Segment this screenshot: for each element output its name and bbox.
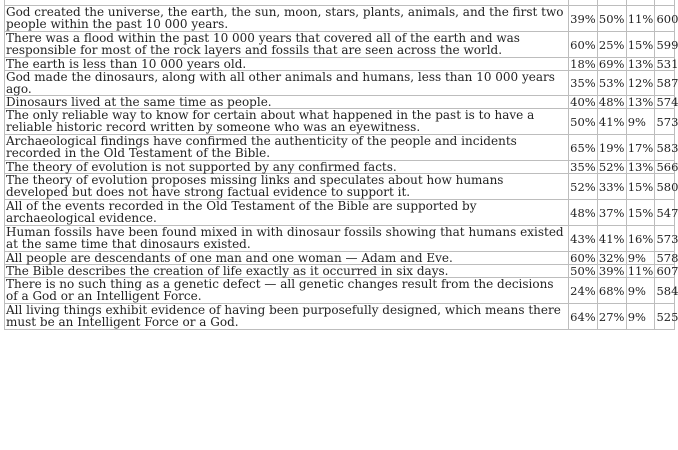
percent-a-cell: 40%	[570, 95, 596, 109]
table-row	[5, 304, 675, 330]
statement-cell: The theory of evolution is not supported by any confirmed facts.	[5, 161, 569, 174]
respondent-count-cell: 525	[655, 304, 675, 330]
table-row	[5, 96, 675, 109]
table-row	[5, 135, 675, 161]
percent-c-cell: 11%	[626, 6, 655, 32]
statement-cell: All people are descendants of one man and one woman — Adam and Eve.	[5, 252, 569, 265]
percent-a-cell: 24%	[569, 278, 598, 304]
statement-cell: The earth is less than 10 000 years old.	[5, 58, 569, 71]
percent-a-cell: 60%	[570, 251, 596, 265]
percent-c-cell: 9%	[626, 252, 655, 265]
table-row	[5, 6, 675, 32]
percent-b-cell: 19%	[597, 135, 626, 161]
table-row	[5, 200, 675, 226]
percent-c-cell: 17%	[626, 135, 655, 161]
percent-a-cell: 64%	[569, 304, 598, 330]
table-row	[5, 109, 675, 135]
percent-c-cell: 9%	[626, 304, 655, 330]
statement-cell: The theory of evolution proposes missing links and speculates about how humans developed but does not have strong factual evidence to support it.	[5, 174, 569, 200]
respondent-count-cell: 607	[656, 264, 678, 278]
survey-results-table-container	[4, 0, 678, 330]
statement-cell: There is no such thing as a genetic defect — all genetic changes result from the decisions of a God or an Intelligent Force.	[5, 278, 569, 304]
percent-b-cell: 68%	[597, 278, 626, 304]
percent-a-cell: 18%	[570, 57, 596, 71]
statement-cell: All living things exhibit evidence of having been purposefully designed, which means there must be an Intelligent Force or a God.	[5, 304, 569, 330]
percent-b-cell: 52%	[598, 160, 625, 174]
percent-c-cell: 16%	[626, 226, 655, 252]
percent-b-cell: 32%	[598, 251, 625, 265]
statement-cell: God created the universe, the earth, the sun, moon, stars, plants, animals, and the first two people within the past 10 000 years.	[5, 6, 569, 32]
respondent-count-cell: 573	[655, 109, 675, 135]
percent-c-cell: 9%	[626, 278, 655, 304]
percent-c-cell: 15%	[626, 32, 655, 58]
respondent-count-cell: 599	[655, 32, 675, 58]
percent-b-cell: 41%	[597, 109, 626, 135]
table-row	[5, 161, 675, 174]
percent-a-cell: 35%	[569, 71, 598, 96]
percent-a-cell: 50%	[569, 109, 598, 135]
percent-b-cell: 41%	[597, 226, 626, 252]
table-row	[5, 32, 675, 58]
survey-results-body	[5, 0, 678, 330]
table-row	[5, 174, 675, 200]
percent-b-cell: 27%	[597, 304, 626, 330]
statement-cell: Dinosaurs lived at the same time as people.	[5, 96, 569, 109]
percent-b-cell: 33%	[597, 174, 626, 200]
percent-a-cell: 35%	[570, 160, 596, 174]
percent-b-cell: 25%	[597, 32, 626, 58]
statement-cell: God made the dinosaurs, along with all other animals and humans, less than 10 000 years ago.	[5, 71, 569, 96]
percent-c-cell: 13%	[627, 160, 654, 174]
statement-cell: The Bible describes the creation of life exactly as it occurred in six days.	[5, 265, 569, 278]
table-row	[5, 252, 675, 265]
percent-a-cell: 39%	[569, 6, 598, 32]
table-row	[5, 226, 675, 252]
respondent-count-cell: 578	[656, 251, 678, 265]
survey-results-table	[4, 0, 678, 330]
respondent-count-cell: 574	[656, 95, 678, 109]
percent-c-cell: 11%	[627, 264, 654, 278]
respondent-count-cell: 573	[655, 226, 675, 252]
table-row	[5, 278, 675, 304]
percent-c-cell: 15%	[626, 174, 655, 200]
respondent-count-cell: 587	[655, 71, 675, 96]
percent-c-cell: 15%	[626, 200, 655, 226]
statement-cell: The only reliable way to know for certain about what happened in the past is to have a reliable historic record written by someone who was an eyewitness.	[5, 109, 569, 135]
percent-b-cell: 50%	[597, 6, 626, 32]
percent-c-cell: 13%	[627, 57, 654, 71]
percent-c-cell: 9%	[626, 109, 655, 135]
respondent-count-cell: 547	[655, 200, 675, 226]
respondent-count-cell: 600	[655, 6, 675, 32]
percent-a-cell: 50%	[570, 264, 596, 278]
respondent-count-cell: 580	[655, 174, 675, 200]
respondent-count-cell: 583	[655, 135, 675, 161]
percent-b-cell: 39%	[598, 264, 625, 278]
table-row	[5, 71, 675, 96]
respondent-count-cell: 584	[655, 278, 675, 304]
percent-c-cell: 12%	[626, 71, 655, 96]
percent-b-cell: 48%	[598, 95, 625, 109]
percent-b-cell: 53%	[597, 71, 626, 96]
statement-cell: Archaeological findings have confirmed the authenticity of the people and incidents recorded in the Old Testament of the Bible.	[5, 135, 569, 161]
table-row	[5, 265, 675, 278]
percent-b-cell: 69%	[598, 57, 625, 71]
statement-cell: All of the events recorded in the Old Testament of the Bible are supported by archaeological evidence.	[5, 200, 569, 226]
table-row	[5, 58, 675, 71]
statement-cell: There was a flood within the past 10 000 years that covered all of the earth and was responsible for most of the rock layers and fossils that are seen across the world.	[5, 32, 569, 58]
respondent-count-cell: 531	[656, 57, 678, 71]
statement-cell: Human fossils have been found mixed in with dinosaur fossils showing that humans existed at the same time that dinosaurs existed.	[5, 226, 569, 252]
percent-a-cell: 43%	[569, 226, 598, 252]
percent-a-cell: 48%	[569, 200, 598, 226]
percent-a-cell: 65%	[569, 135, 598, 161]
percent-c-cell: 13%	[627, 95, 654, 109]
respondent-count-cell: 566	[656, 160, 678, 174]
percent-b-cell: 37%	[597, 200, 626, 226]
percent-a-cell: 60%	[569, 32, 598, 58]
percent-a-cell: 52%	[569, 174, 598, 200]
